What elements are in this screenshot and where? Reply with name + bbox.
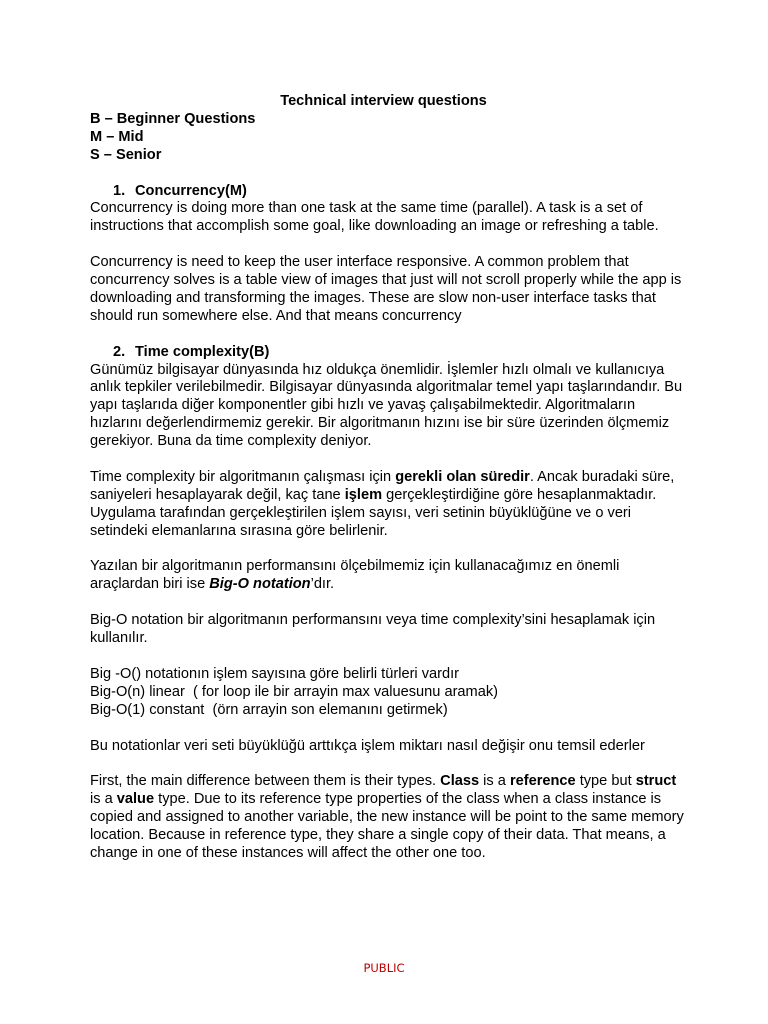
legend-beginner: B – Beginner Questions: [90, 110, 256, 127]
section-title: Concurrency(M): [135, 182, 247, 199]
bold-text: Class: [440, 773, 480, 790]
bold-text: reference: [509, 773, 576, 790]
legend-senior: S – Senior: [90, 146, 162, 163]
legend-mid: M – Mid: [90, 128, 144, 145]
paragraph: Time complexity bir algoritmanın çalışması için gerekli olan süredir. Ancak buradaki süre, saniyeleri hesaplayarak değil, kaç tane işlem gerçekleştirdiğine göre hesaplanmaktadır. Uygulama tarafından gerçekleştirilen işlem sayısı, veri setinin büyüklüğüne ve o veri setindeki elemanlarına sırasına göre belirlenir.: [90, 468, 675, 539]
list-item: Big-O(n) linear ( for loop ile bir arrayin max valuesunu aramak): [90, 683, 498, 700]
bold-text: gerekli olan süredir: [395, 468, 530, 485]
paragraph: Bu notationlar veri seti büyüklüğü arttıkça işlem miktarı nasıl değişir onu temsil ederler: [90, 737, 645, 754]
paragraph: Concurrency is doing more than one task at the same time (parallel). A task is a set of instructions that accomplish some goal, like downloading an image or refreshing a table.: [90, 200, 659, 235]
bold-italic-text: Big-O notation: [209, 576, 311, 593]
bold-text: struct: [635, 773, 677, 790]
section-heading-concurrency: [90, 183, 690, 201]
list-item: Big -O() notationın işlem sayısına göre belirli türleri vardır: [90, 665, 460, 682]
paragraph: Concurrency is need to keep the user interface responsive. A common problem that concurrency solves is a table view of images that just will not scroll properly while the app is downloading and transforming the images. These are slow non-user interface tasks that should run somewhere else. And that means concurrency: [90, 254, 682, 324]
section-number: 1.: [113, 182, 126, 199]
classification-footer: PUBLIC: [363, 961, 405, 975]
paragraph: First, the main difference between them is their types. Class is a reference type but struct is a value type. Due to its reference type properties of the class when a class instance is copied and assigned to another variable, the new instance will be point to the same memory location. Because in reference type, they share a single copy of their data. That means, a change in one of these instances will affect the other one too.: [90, 773, 684, 861]
paragraph: Big-O notation bir algoritmanın performansını veya time complexity’sini hesaplamak için kullanılır.: [90, 612, 656, 647]
section-number: 2.: [113, 343, 126, 360]
document-page: [90, 93, 690, 863]
bold-text: value: [116, 791, 155, 808]
document-title: Technical interview questions: [280, 93, 487, 109]
section-heading-time-complexity: [90, 344, 690, 362]
section-title: Time complexity(B): [135, 343, 270, 360]
list-item: Big-O(1) constant (örn arrayin son elemanını getirmek): [90, 701, 448, 718]
paragraph: Yazılan bir algoritmanın performansını ölçebilmemiz için kullanacağımız en önemli araçlardan biri ise Big-O notation’dır.: [90, 558, 620, 593]
paragraph: Günümüz bilgisayar dünyasında hız oldukça önemlidir. İşlemler hızlı olmalı ve kullanıcıya anlık tepkiler verilebilmedir. Bilgisayar dünyasında algoritmalar temel yapı taşlarındandır. Bu yapı taşlarıda diğer komponentler gibi hızlı ve yavaş çalışabilmektedir. Algoritmaların hızlarını değerlendirmemiz gerekir. Bir algoritmanın hızını ise bir süre üzerinden ölçmemiz gerekiyor. Buna da time complexity deniyor.: [90, 361, 683, 450]
bold-text: işlem: [344, 486, 383, 503]
